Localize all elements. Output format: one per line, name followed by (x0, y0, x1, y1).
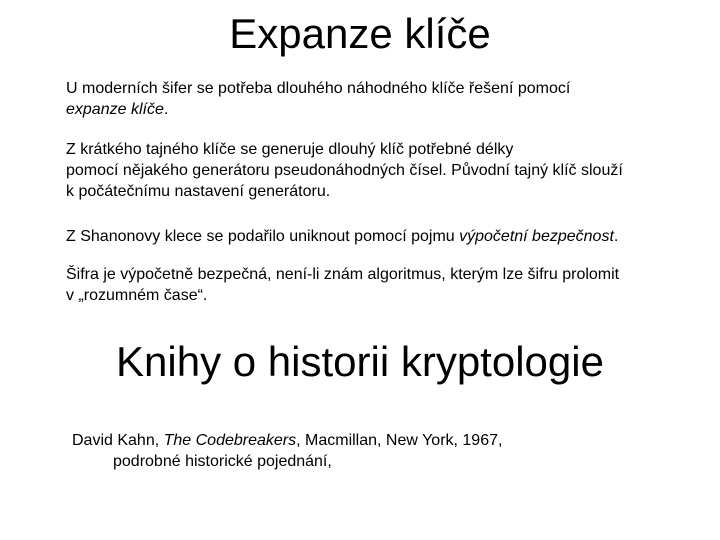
paragraph-line: U moderních šifer se potřeba dlouhého náhodného klíče řešení pomocí (66, 80, 571, 97)
paragraph-line: pomocí nějakého generátoru pseudonáhodných čísel. Původní tajný klíč slouží (66, 162, 623, 179)
paragraph-line: Z krátkého tajného klíče se generuje dlouhý klíč potřebné délky (66, 141, 514, 158)
paragraph-text: Z Shanonovy klece se podařilo uniknout pomocí pojmu (66, 228, 460, 245)
paragraph-shannon (66, 226, 618, 247)
reference-note: podrobné historické pojednání, (113, 453, 332, 470)
punctuation: . (163, 101, 169, 118)
paragraph-line: Šifra je výpočetně bezpečná, není-li znám algoritmus, kterým lze šifru prolomit (66, 266, 620, 283)
reference-book-title: The Codebreakers (163, 432, 297, 449)
paragraph-generator (66, 139, 623, 202)
reference-entry (72, 430, 502, 451)
reference-author: David Kahn, (72, 432, 164, 449)
punctuation: . (613, 228, 619, 245)
reference-publisher: , Macmillan, New York, 1967, (296, 432, 503, 449)
paragraph-line (66, 99, 570, 120)
emphasis-term: výpočetní bezpečnost (459, 228, 614, 245)
emphasis-term: expanze klíče (66, 101, 164, 118)
paragraph-line: k počátečnímu nastavení generátoru. (66, 183, 331, 200)
slide-title: Expanze klíče (229, 10, 491, 57)
section-title: Knihy o historii kryptologie (116, 338, 604, 385)
paragraph-line: v „rozumném čase“. (66, 287, 208, 304)
paragraph-key-expansion (66, 78, 570, 120)
paragraph-computational-security (66, 264, 619, 306)
